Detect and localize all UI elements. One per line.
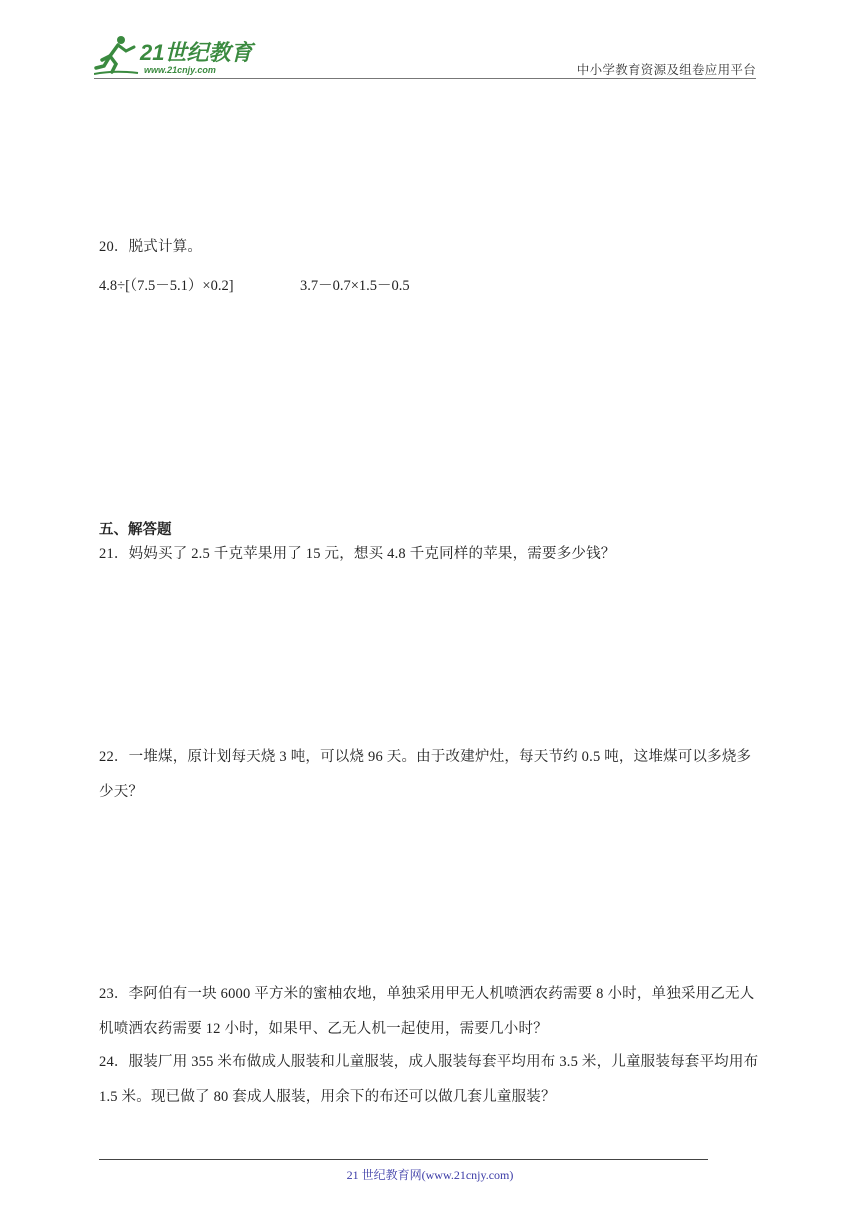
footer-divider [99, 1159, 708, 1160]
question-23: 23．李阿伯有一块 6000 平方米的蜜柚农地，单独采用甲无人机喷洒农药需要 8 小时，单独采用乙无人机喷洒农药需要 12 小时，如果甲、乙无人机一起使用，需要几小时？ [99, 986, 755, 1037]
question-24: 24．服装厂用 355 米布做成人服装和儿童服装，成人服装每套平均用布 3.5 米，儿童服装每套平均用布 1.5 米。现已做了 80 套成人服装，用余下的布还可以做几套儿童服装？ [99, 1054, 759, 1105]
site-logo [94, 34, 256, 78]
logo-wordmark: 21世纪教育 [140, 40, 253, 65]
question-20-expression-2: 3.7－0.7×1.5－0.5 [300, 278, 410, 294]
header-divider [94, 78, 756, 79]
question-20-title: 20．脱式计算。 [99, 239, 203, 255]
header-platform-text: 中小学教育资源及组卷应用平台 [576, 63, 756, 77]
section-heading: 五、解答题 [99, 522, 172, 538]
question-21: 21．妈妈买了 2.5 千克苹果用了 15 元，想买 4.8 千克同样的苹果，需要多少钱？ [99, 546, 616, 562]
footer-text: 21 世纪教育网(www.21cnjy.com) [346, 1168, 514, 1182]
logo-url: www.21cnjy.com [144, 65, 216, 75]
question-20-expression-1: 4.8÷[（7.5－5.1）×0.2] [99, 278, 234, 294]
question-22: 22．一堆煤，原计划每天烧 3 吨，可以烧 96 天。由于改建炉灶，每天节约 0.5 吨，这堆煤可以多烧多少天？ [99, 749, 752, 800]
runner-icon [94, 36, 138, 74]
